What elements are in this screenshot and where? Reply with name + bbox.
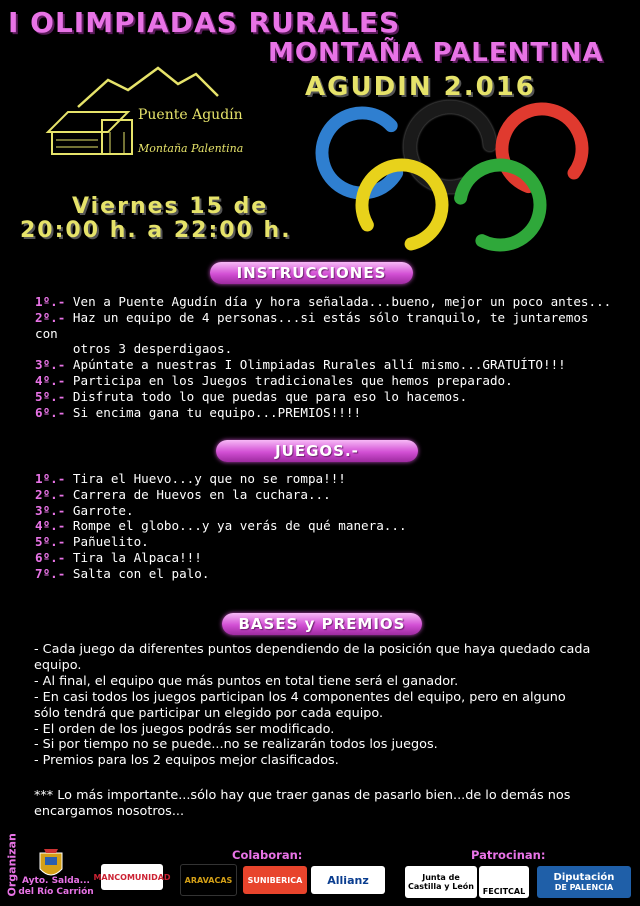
bases-list — [34, 642, 594, 769]
juegos-list — [35, 471, 615, 582]
list-item — [35, 550, 615, 566]
list-item — [35, 405, 615, 421]
item-number: 1º.- — [35, 471, 66, 486]
list-item — [35, 518, 615, 534]
item-text: Carrera de Huevos en la cuchara... — [65, 486, 331, 502]
item-text: Rompe el globo...y ya verás de qué manera... — [65, 518, 407, 534]
item-text: Haz un equipo de 4 personas...si estás sólo tranquilo, te juntaremos con otros 3 desperdigaos. — [35, 309, 589, 357]
puente-agudin-logo — [38, 62, 248, 177]
item-number: 6º.- — [35, 404, 66, 420]
yellow-ring — [347, 150, 456, 259]
item-number: 6º.- — [35, 549, 66, 565]
ayuntamiento-label: Ayto. Salda... del Río Carrión — [18, 876, 94, 897]
item-number: 4º.- — [35, 518, 66, 534]
list-item — [35, 310, 615, 357]
list-item — [35, 534, 615, 550]
list-item — [35, 294, 615, 310]
colaboran-label: Colaboran: — [232, 848, 303, 862]
title-line-3: AGUDIN 2.016 — [305, 72, 536, 102]
item-text: Disfruta todo lo que puedas que para eso lo hacemos. — [65, 388, 468, 404]
bases-line: - Al final, el equipo que más puntos en total tiene será el ganador. — [34, 673, 459, 689]
bases-line: - El orden de los juegos podrás ser modificado. — [34, 721, 335, 737]
item-text: Participa en los Juegos tradicionales que hemos preparado. — [65, 372, 513, 388]
bases-closing: *** Lo más importante...sólo hay que traer ganas de pasarlo bien...de lo demás nos encargamos nosotros... — [34, 788, 571, 819]
schedule-day: Viernes 15 de — [72, 194, 269, 219]
item-number: 4º.- — [35, 372, 66, 388]
list-item — [35, 566, 615, 582]
list-item — [35, 373, 615, 389]
item-number: 7º.- — [35, 565, 66, 581]
item-text: Apúntate a nuestras I Olimpiadas Rurales allí mismo...GRATUÍTO!!! — [65, 357, 566, 373]
aravacas-logo: ARAVACAS — [180, 864, 237, 896]
mancomunidad-logo: MANCOMUNIDAD — [101, 864, 163, 890]
title-line-1: I OLIMPIADAS RURALES — [8, 6, 401, 39]
list-item — [35, 471, 615, 487]
item-number: 5º.- — [35, 534, 66, 550]
item-text: Garrote. — [65, 502, 134, 518]
fecitcal-logo: FECITCAL — [479, 866, 529, 898]
green-ring — [454, 159, 547, 252]
bases-line: - Cada juego da diferentes puntos dependiendo de la posición que haya quedado cada equipo. — [34, 642, 591, 673]
item-text: Salta con el palo. — [65, 565, 210, 581]
organizan-label: Organizan — [5, 833, 19, 897]
item-number: 3º.- — [35, 357, 66, 373]
item-text: Tira la Alpaca!!! — [65, 549, 202, 565]
title-line-2: MONTAÑA PALENTINA — [268, 38, 604, 68]
diputacion-logo — [537, 866, 631, 898]
junta-logo: Junta de Castilla y León — [405, 866, 477, 898]
item-text: Pañuelito. — [65, 534, 149, 550]
list-item — [35, 389, 615, 405]
bases-heading: BASES y PREMIOS — [222, 613, 422, 635]
instrucciones-heading: INSTRUCCIONES — [210, 262, 413, 284]
bases-line: - En casi todos los juegos participan los 4 componentes del equipo, pero en alguno sólo tendrá que participar un elegido por cada equipo. — [34, 689, 566, 721]
suniberica-logo: SUNIBERICA — [243, 866, 307, 894]
black-ring — [399, 96, 502, 199]
juegos-heading: JUEGOS.- — [216, 440, 418, 462]
diputacion-title: Diputación — [553, 872, 615, 883]
patrocinan-label: Patrocinan: — [471, 848, 546, 862]
red-ring — [491, 98, 594, 201]
item-number: 2º.- — [35, 486, 66, 502]
bases-line: - Premios para los 2 equipos mejor clasificados. — [34, 753, 339, 769]
logo-tagline: Montaña Palentina — [138, 142, 244, 155]
list-item — [35, 503, 615, 519]
list-item — [35, 487, 615, 503]
schedule-time: 20:00 h. a 22:00 h. — [20, 218, 292, 243]
bases-line: - Si por tiempo no se puede...no se realizarán todos los juegos. — [34, 737, 438, 753]
logo-name: Puente Agudín — [138, 107, 243, 123]
instrucciones-list — [35, 294, 615, 420]
item-text: Ven a Puente Agudín día y hora señalada...bueno, mejor un poco antes... — [65, 294, 612, 309]
item-number: 1º.- — [35, 294, 66, 309]
olympic-rings-icon — [310, 105, 630, 255]
allianz-logo: Allianz — [311, 866, 385, 894]
item-number: 2º.- — [35, 309, 66, 325]
list-item — [35, 357, 615, 373]
item-number: 5º.- — [35, 388, 66, 404]
diputacion-sub: DE PALENCIA — [554, 883, 614, 892]
item-text: Si encima gana tu equipo...PREMIOS!!!! — [65, 404, 362, 420]
item-number: 3º.- — [35, 502, 66, 518]
item-text: Tira el Huevo...y que no se rompa!!! — [65, 471, 346, 486]
